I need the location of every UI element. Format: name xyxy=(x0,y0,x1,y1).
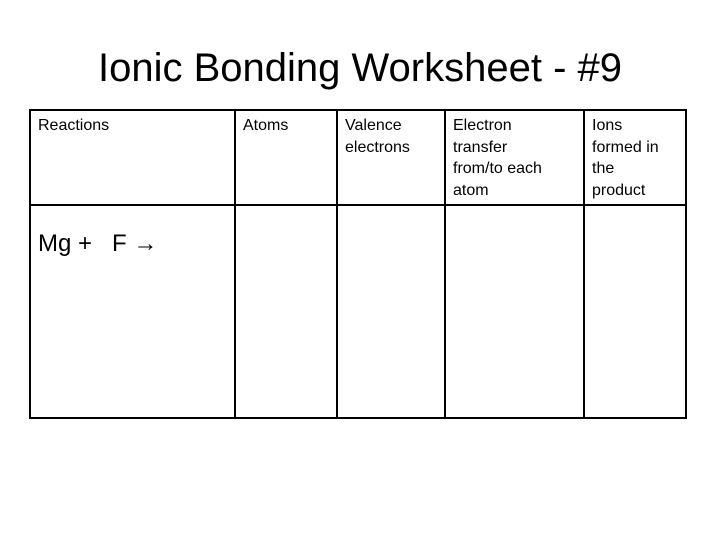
header-cell-atoms xyxy=(235,110,337,205)
header-label-electron-transfer: Electron transfer from/to each atom xyxy=(453,117,542,199)
header-label-reactions: Reactions xyxy=(38,117,110,134)
cell-atoms xyxy=(235,205,337,418)
valence-electrons-value xyxy=(338,206,444,210)
header-label-atoms: Atoms xyxy=(243,117,289,134)
reaction-equation: Mg + F → xyxy=(38,230,158,257)
header-label-valence-electrons: Valence electrons xyxy=(345,117,410,156)
cell-reaction xyxy=(30,205,235,418)
worksheet-table xyxy=(29,109,687,419)
header-cell-electron-transfer xyxy=(445,110,584,205)
header-cell-ions-formed xyxy=(584,110,686,205)
cell-ions-formed xyxy=(584,205,686,418)
page-title: Ionic Bonding Worksheet - #9 xyxy=(97,46,622,90)
header-cell-valence-electrons xyxy=(337,110,445,205)
cell-valence-electrons xyxy=(337,205,445,418)
electron-transfer-value xyxy=(446,206,583,210)
cell-electron-transfer xyxy=(445,205,584,418)
atoms-value xyxy=(236,206,336,210)
table-header-row xyxy=(30,110,686,205)
ions-formed-value xyxy=(585,206,685,210)
table-row xyxy=(30,205,686,418)
header-cell-reactions xyxy=(30,110,235,205)
header-label-ions-formed: Ions formed in the product xyxy=(592,117,659,199)
